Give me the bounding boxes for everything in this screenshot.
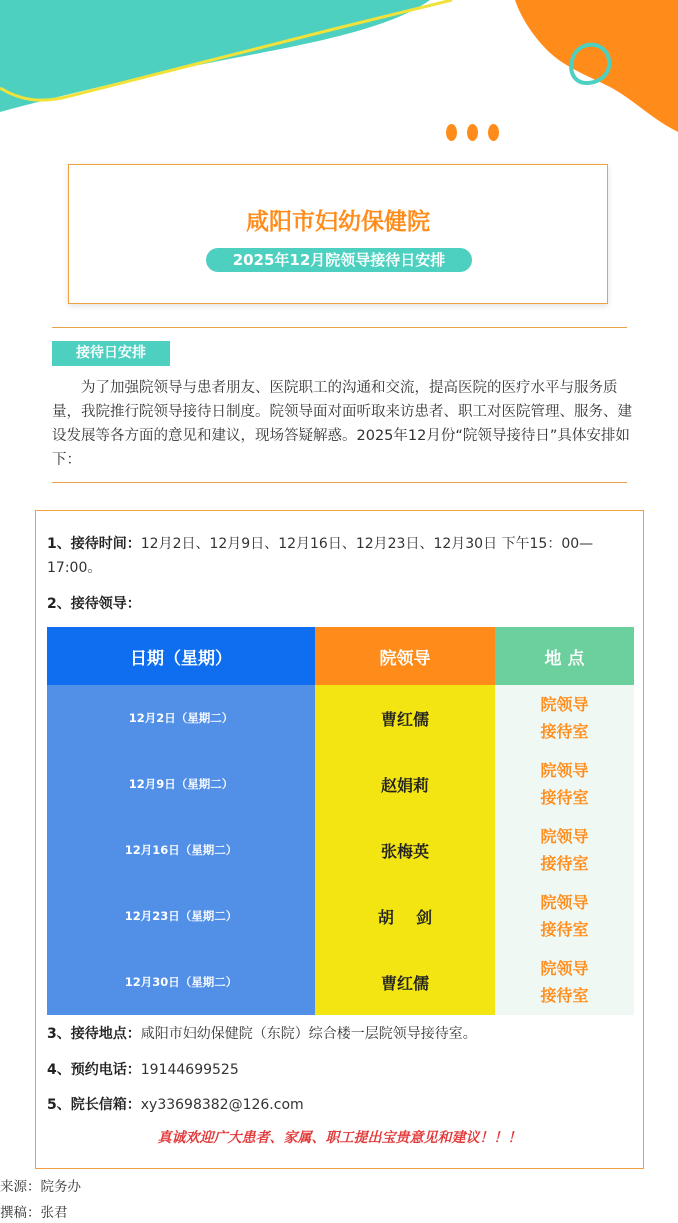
table-row	[47, 817, 634, 883]
place-cell	[495, 751, 634, 817]
closing-message: 真诚欢迎广大患者、家属、职工提出宝贵意见和建议！！！	[157, 1130, 522, 1146]
appointment-phone-value: 19144699525	[140, 1062, 239, 1078]
place-cell	[495, 817, 634, 883]
director-mailbox-label: 5、院长信箱：	[47, 1097, 141, 1113]
leader-cell: 曹红儒	[315, 685, 495, 751]
dot	[446, 124, 457, 141]
header-date: 日期（星期）	[47, 627, 315, 685]
reception-leaders	[47, 592, 637, 616]
place-cell	[495, 949, 634, 1015]
place-line: 院领导	[540, 959, 589, 978]
header-decoration	[0, 0, 678, 150]
intro-paragraph: 为了加强院领导与患者朋友、医院职工的沟通和交流，提高医院的医疗水平与服务质量，我院推行院领导接待日制度。院领导面对面听取来访患者、职工对医院管理、服务、建设发展等各方面的意见和建议，现场答疑解惑。2025年12月份“院领导接待日”具体安排如下：	[52, 380, 632, 468]
leader-cell: 曹红儒	[315, 949, 495, 1015]
header-leader: 院领导	[315, 627, 495, 685]
place-line: 院领导	[540, 827, 589, 846]
orange-blob-shape	[515, 0, 678, 132]
date-cell: 12月2日（星期二）	[47, 685, 315, 751]
place-line: 院领导	[540, 695, 589, 714]
dot	[488, 124, 499, 141]
table-row	[47, 685, 634, 751]
leader-cell: 赵娟莉	[315, 751, 495, 817]
director-mailbox	[47, 1093, 637, 1117]
section-tag: 接待日安排	[52, 341, 170, 366]
reception-place-label: 3、接待地点：	[47, 1026, 141, 1042]
subtitle-badge: 2025年12月院领导接待日安排	[206, 248, 472, 272]
author-text: 撰稿：张君	[0, 1205, 68, 1221]
place-line: 接待室	[540, 854, 589, 873]
reception-place-value: 咸阳市妇幼保健院（东院）综合楼一层院领导接待室。	[140, 1026, 477, 1042]
reception-place	[47, 1022, 637, 1046]
place-line: 院领导	[540, 893, 589, 912]
appointment-phone	[47, 1058, 637, 1082]
org-title: 咸阳市妇幼保健院	[246, 209, 430, 235]
leader-cell: 胡 剑	[315, 883, 495, 949]
appointment-phone-label: 4、预约电话：	[47, 1062, 141, 1078]
source-text: 来源：院务办	[0, 1179, 81, 1195]
place-cell	[495, 883, 634, 949]
schedule-table	[47, 627, 634, 1015]
place-line: 接待室	[540, 920, 589, 939]
table-row	[47, 751, 634, 817]
place-cell	[495, 685, 634, 751]
table-header-row	[47, 627, 634, 685]
leader-cell: 张梅英	[315, 817, 495, 883]
table-row	[47, 949, 634, 1015]
reception-time-label: 1、接待时间：	[47, 536, 141, 552]
dot	[467, 124, 478, 141]
date-cell: 12月16日（星期二）	[47, 817, 315, 883]
place-line: 接待室	[540, 986, 589, 1005]
reception-time-value: 12月2日、12月9日、12月16日、12月23日、12月30日 下午15：00—17:00。	[47, 536, 594, 576]
divider	[52, 327, 627, 328]
director-mailbox-value: xy33698382@126.com	[140, 1097, 304, 1113]
reception-leaders-label: 2、接待领导：	[47, 596, 141, 612]
reception-time	[47, 532, 637, 580]
header-place: 地 点	[495, 627, 634, 685]
teal-wave-shape	[0, 0, 430, 112]
date-cell: 12月30日（星期二）	[47, 949, 315, 1015]
place-line: 院领导	[540, 761, 589, 780]
date-cell: 12月23日（星期二）	[47, 883, 315, 949]
divider	[52, 482, 627, 483]
info-box	[35, 510, 644, 1169]
date-cell: 12月9日（星期二）	[47, 751, 315, 817]
table-row	[47, 883, 634, 949]
place-line: 接待室	[540, 722, 589, 741]
three-dots-decoration	[446, 124, 499, 141]
place-line: 接待室	[540, 788, 589, 807]
title-card	[68, 164, 608, 304]
